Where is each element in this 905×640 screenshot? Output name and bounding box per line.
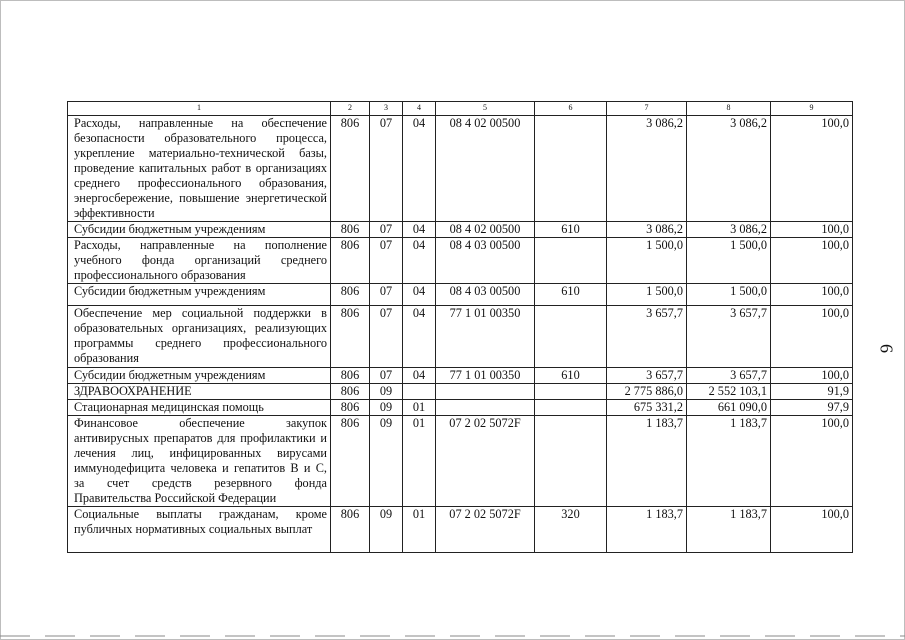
cell-code-3: 07 xyxy=(370,238,403,284)
table-header-row xyxy=(68,102,853,116)
cell-code-2: 806 xyxy=(331,384,370,400)
budget-table xyxy=(67,101,853,553)
cell-amount-7: 1 183,7 xyxy=(607,507,687,553)
cell-amount-8: 1 183,7 xyxy=(687,507,771,553)
table-row xyxy=(68,416,853,507)
row-name: Субсидии бюджетным учреждениям xyxy=(68,222,331,238)
cell-code-4: 04 xyxy=(403,116,436,222)
cell-code-3: 09 xyxy=(370,416,403,507)
cell-code-3: 07 xyxy=(370,284,403,306)
cell-amount-8: 3 086,2 xyxy=(687,116,771,222)
cell-code-5: 08 4 02 00500 xyxy=(436,116,535,222)
cell-amount-7: 2 775 886,0 xyxy=(607,384,687,400)
cell-code-2: 806 xyxy=(331,400,370,416)
cell-code-4: 04 xyxy=(403,284,436,306)
cell-code-3: 09 xyxy=(370,507,403,553)
cell-code-4 xyxy=(403,384,436,400)
cell-code-4: 04 xyxy=(403,222,436,238)
column-header: 7 xyxy=(607,102,687,116)
cell-code-4: 04 xyxy=(403,368,436,384)
cell-amount-8: 661 090,0 xyxy=(687,400,771,416)
cell-code-5: 08 4 03 00500 xyxy=(436,238,535,284)
cell-percent-9: 100,0 xyxy=(771,116,853,222)
cell-code-6: 320 xyxy=(535,507,607,553)
table-row xyxy=(68,116,853,222)
cell-code-2: 806 xyxy=(331,306,370,368)
cell-code-4: 04 xyxy=(403,238,436,284)
cell-amount-7: 675 331,2 xyxy=(607,400,687,416)
cell-percent-9: 100,0 xyxy=(771,284,853,306)
cell-code-3: 09 xyxy=(370,384,403,400)
table-row xyxy=(68,368,853,384)
cell-code-5: 77 1 01 00350 xyxy=(436,368,535,384)
cell-code-5: 77 1 01 00350 xyxy=(436,306,535,368)
cell-amount-8: 3 657,7 xyxy=(687,306,771,368)
cell-code-5: 07 2 02 5072F xyxy=(436,416,535,507)
cell-amount-8: 1 183,7 xyxy=(687,416,771,507)
cell-amount-7: 1 500,0 xyxy=(607,284,687,306)
scan-edge-line xyxy=(0,635,905,637)
cell-code-4: 01 xyxy=(403,400,436,416)
cell-code-3: 07 xyxy=(370,116,403,222)
cell-amount-8: 1 500,0 xyxy=(687,238,771,284)
cell-percent-9: 100,0 xyxy=(771,368,853,384)
row-name: Стационарная медицинская помощь xyxy=(68,400,331,416)
row-name: Субсидии бюджетным учреждениям xyxy=(68,368,331,384)
row-name: Обеспечение мер социальной поддержки в образовательных организациях, реализующих программы среднего профессионального образования xyxy=(68,306,331,368)
cell-percent-9: 100,0 xyxy=(771,238,853,284)
cell-percent-9: 100,0 xyxy=(771,416,853,507)
cell-code-5: 08 4 03 00500 xyxy=(436,284,535,306)
cell-code-6 xyxy=(535,306,607,368)
cell-amount-7: 3 086,2 xyxy=(607,222,687,238)
cell-code-2: 806 xyxy=(331,238,370,284)
cell-code-5 xyxy=(436,384,535,400)
cell-amount-8: 1 500,0 xyxy=(687,284,771,306)
row-name: Субсидии бюджетным учреждениям xyxy=(68,284,331,306)
table-row xyxy=(68,284,853,306)
cell-code-2: 806 xyxy=(331,116,370,222)
cell-amount-8: 2 552 103,1 xyxy=(687,384,771,400)
cell-code-5: 08 4 02 00500 xyxy=(436,222,535,238)
row-name: Финансовое обеспечение закупок антивирусных препаратов для профилактики и лечения лиц, инфицированных вирусами иммунодефицита человека и гепатитов В и С, за счет средств резервного фонда Правительства Российской Федерации xyxy=(68,416,331,507)
cell-code-6 xyxy=(535,400,607,416)
cell-percent-9: 100,0 xyxy=(771,222,853,238)
cell-percent-9: 100,0 xyxy=(771,507,853,553)
cell-percent-9: 91,9 xyxy=(771,384,853,400)
cell-code-2: 806 xyxy=(331,284,370,306)
cell-amount-7: 3 657,7 xyxy=(607,368,687,384)
cell-code-3: 09 xyxy=(370,400,403,416)
cell-code-2: 806 xyxy=(331,368,370,384)
column-header: 3 xyxy=(370,102,403,116)
cell-amount-7: 1 183,7 xyxy=(607,416,687,507)
cell-amount-8: 3 086,2 xyxy=(687,222,771,238)
column-header: 1 xyxy=(68,102,331,116)
row-name: Расходы, направленные на обеспечение безопасности образовательного процесса, укрепление материально-технической базы, проведение капитальных работ в организациях среднего профессионального образования, энергосбережение, повышение энергетической эффективности xyxy=(68,116,331,222)
table-row xyxy=(68,222,853,238)
cell-code-6 xyxy=(535,238,607,284)
column-header: 2 xyxy=(331,102,370,116)
cell-code-3: 07 xyxy=(370,306,403,368)
cell-amount-7: 3 657,7 xyxy=(607,306,687,368)
cell-amount-8: 3 657,7 xyxy=(687,368,771,384)
cell-code-4: 01 xyxy=(403,507,436,553)
cell-code-6 xyxy=(535,116,607,222)
column-header: 8 xyxy=(687,102,771,116)
table-row xyxy=(68,400,853,416)
row-name: ЗДРАВООХРАНЕНИЕ xyxy=(68,384,331,400)
row-name: Расходы, направленные на пополнение учебного фонда организаций среднего профессионального образования xyxy=(68,238,331,284)
cell-code-6: 610 xyxy=(535,368,607,384)
table-row xyxy=(68,238,853,284)
cell-code-6: 610 xyxy=(535,222,607,238)
cell-percent-9: 97,9 xyxy=(771,400,853,416)
cell-code-2: 806 xyxy=(331,222,370,238)
cell-code-6 xyxy=(535,416,607,507)
cell-amount-7: 1 500,0 xyxy=(607,238,687,284)
cell-amount-7: 3 086,2 xyxy=(607,116,687,222)
cell-percent-9: 100,0 xyxy=(771,306,853,368)
row-name: Социальные выплаты гражданам, кроме публичных нормативных социальных выплат xyxy=(68,507,331,553)
cell-code-3: 07 xyxy=(370,368,403,384)
table-row xyxy=(68,306,853,368)
cell-code-4: 01 xyxy=(403,416,436,507)
cell-code-2: 806 xyxy=(331,416,370,507)
page-number: 6 xyxy=(876,344,897,353)
column-header: 6 xyxy=(535,102,607,116)
column-header: 4 xyxy=(403,102,436,116)
table-row xyxy=(68,507,853,553)
cell-code-6: 610 xyxy=(535,284,607,306)
cell-code-4: 04 xyxy=(403,306,436,368)
cell-code-6 xyxy=(535,384,607,400)
column-header: 5 xyxy=(436,102,535,116)
table-row xyxy=(68,384,853,400)
cell-code-3: 07 xyxy=(370,222,403,238)
cell-code-5: 07 2 02 5072F xyxy=(436,507,535,553)
cell-code-2: 806 xyxy=(331,507,370,553)
cell-code-5 xyxy=(436,400,535,416)
column-header: 9 xyxy=(771,102,853,116)
